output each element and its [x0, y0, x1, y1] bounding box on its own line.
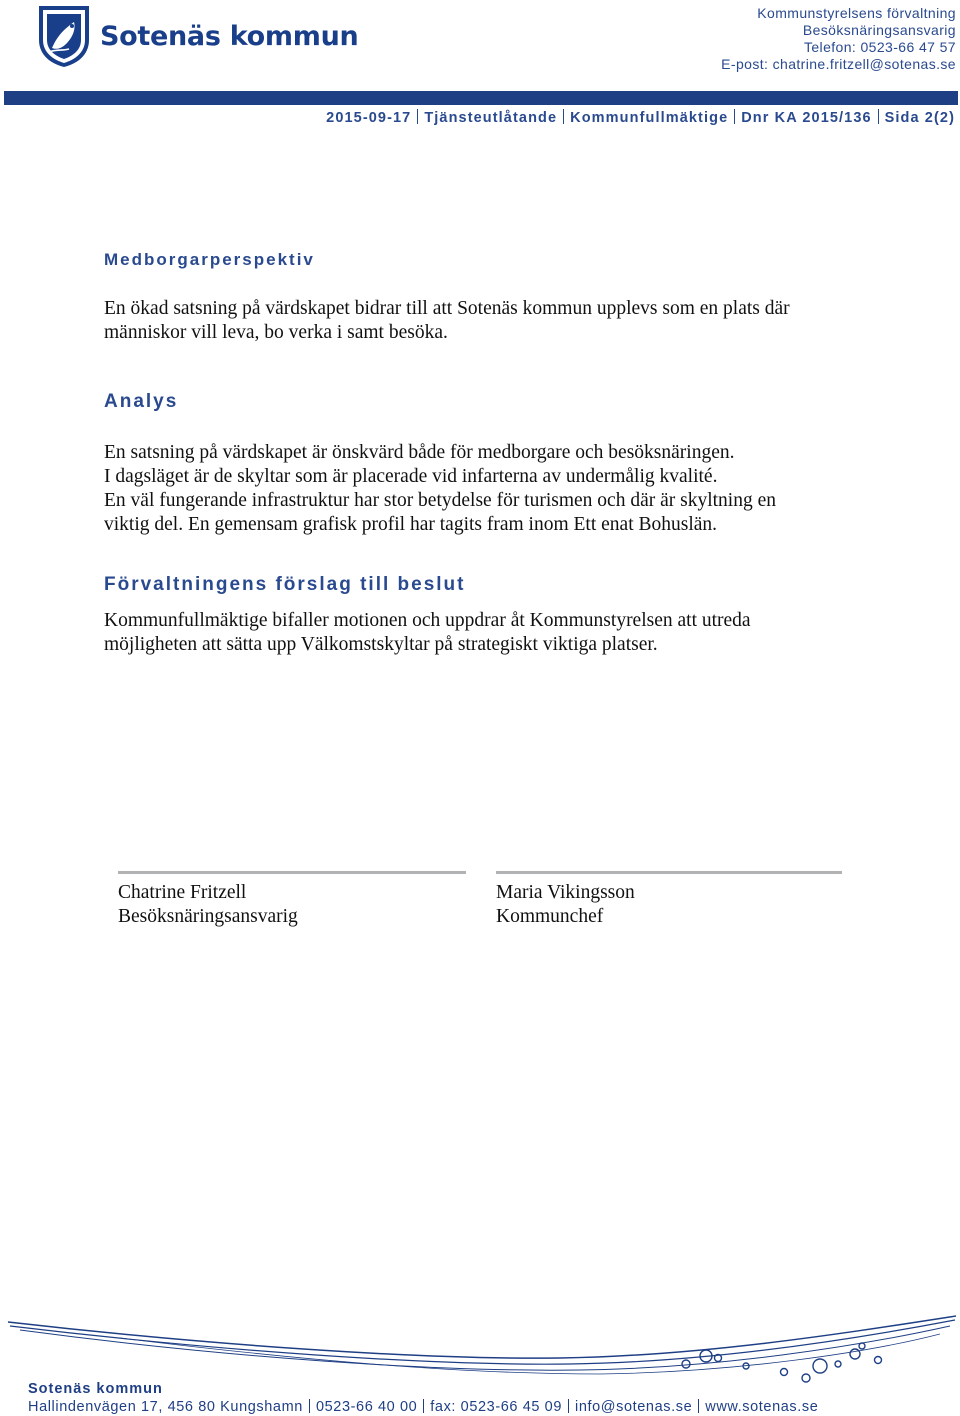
- footer-email: info@sotenas.se: [575, 1399, 693, 1415]
- section-forslag-body: [104, 609, 751, 657]
- section-medborgarperspektiv-body: [104, 297, 790, 345]
- text-line: En satsning på värdskapet är önskvärd både för medborgare och besöksnäringen.: [104, 442, 735, 463]
- contact-role: Besöksnäringsansvarig: [802, 22, 956, 38]
- footer-phone: 0523-66 40 00: [315, 1399, 418, 1415]
- signature-line: [496, 871, 842, 874]
- meta-date: 2015-09-17: [326, 110, 412, 126]
- footer-contact-line: [28, 1399, 818, 1415]
- logo-text: Sotenäs kommun: [100, 20, 359, 52]
- contact-phone: Telefon: 0523-66 47 57: [803, 39, 956, 55]
- meta-page: Sida 2(2): [884, 110, 955, 126]
- meta-dnr: Dnr KA 2015/136: [741, 110, 872, 126]
- meta-divider: [417, 109, 418, 124]
- text-line: En ökad satsning på värdskapet bidrar till att Sotenäs kommun upplevs som en plats där: [104, 298, 790, 319]
- contact-email: E-post: chatrine.fritzell@sotenas.se: [721, 56, 956, 72]
- meta-divider: [563, 109, 564, 124]
- section-heading-forslag: Förvaltningens förslag till beslut: [104, 574, 466, 595]
- meta-divider: [734, 109, 735, 124]
- footer-address: Hallindenvägen 17, 456 80 Kungshamn: [28, 1399, 303, 1415]
- meta-divider: [878, 109, 879, 124]
- logo: [36, 4, 366, 68]
- meta-doc-type: Tjänsteutlåtande: [424, 110, 558, 126]
- text-line: I dagsläget är de skyltar som är placerade vid infarterna av undermålig kvalité.: [104, 466, 718, 487]
- footer-divider: [423, 1399, 424, 1413]
- section-heading-medborgarperspektiv: Medborgarperspektiv: [104, 250, 315, 269]
- contact-block: [721, 5, 956, 73]
- text-line: Kommunfullmäktige bifaller motionen och uppdrar åt Kommunstyrelsen att utreda: [104, 610, 751, 631]
- footer-organization: Sotenäs kommun: [28, 1381, 163, 1397]
- document-meta: [326, 109, 955, 126]
- footer-divider: [568, 1399, 569, 1413]
- footer-fax: fax: 0523-66 45 09: [430, 1399, 563, 1415]
- footer-divider: [698, 1399, 699, 1413]
- signature-title: Kommunchef: [496, 906, 604, 927]
- footer-website: www.sotenas.se: [705, 1399, 819, 1415]
- signature-name: Chatrine Fritzell: [118, 882, 247, 903]
- footer-divider: [309, 1399, 310, 1413]
- text-line: människor vill leva, bo verka i samt besöka.: [104, 322, 448, 343]
- section-analys-body: [104, 441, 776, 537]
- header-bar: [4, 91, 958, 105]
- contact-department: Kommunstyrelsens förvaltning: [757, 5, 956, 21]
- signature-block: [118, 871, 466, 929]
- signature-title: Besöksnäringsansvarig: [118, 906, 298, 927]
- signature-name: Maria Vikingsson: [496, 882, 635, 903]
- footer-wave-decoration: [0, 1308, 960, 1388]
- text-line: En väl fungerande infrastruktur har stor betydelse för turismen och där är skyltning en: [104, 490, 776, 511]
- coat-of-arms-icon: [36, 4, 92, 68]
- text-line: viktig del. En gemensam grafisk profil har tagits fram inom Ett enat Bohuslän.: [104, 514, 718, 535]
- meta-body: Kommunfullmäktige: [570, 110, 729, 126]
- signature-line: [118, 871, 466, 874]
- signature-block: [496, 871, 842, 929]
- text-line: möjligheten att sätta upp Välkomstskyltar på strategiskt viktiga platser.: [104, 634, 658, 655]
- section-heading-analys: Analys: [104, 391, 179, 412]
